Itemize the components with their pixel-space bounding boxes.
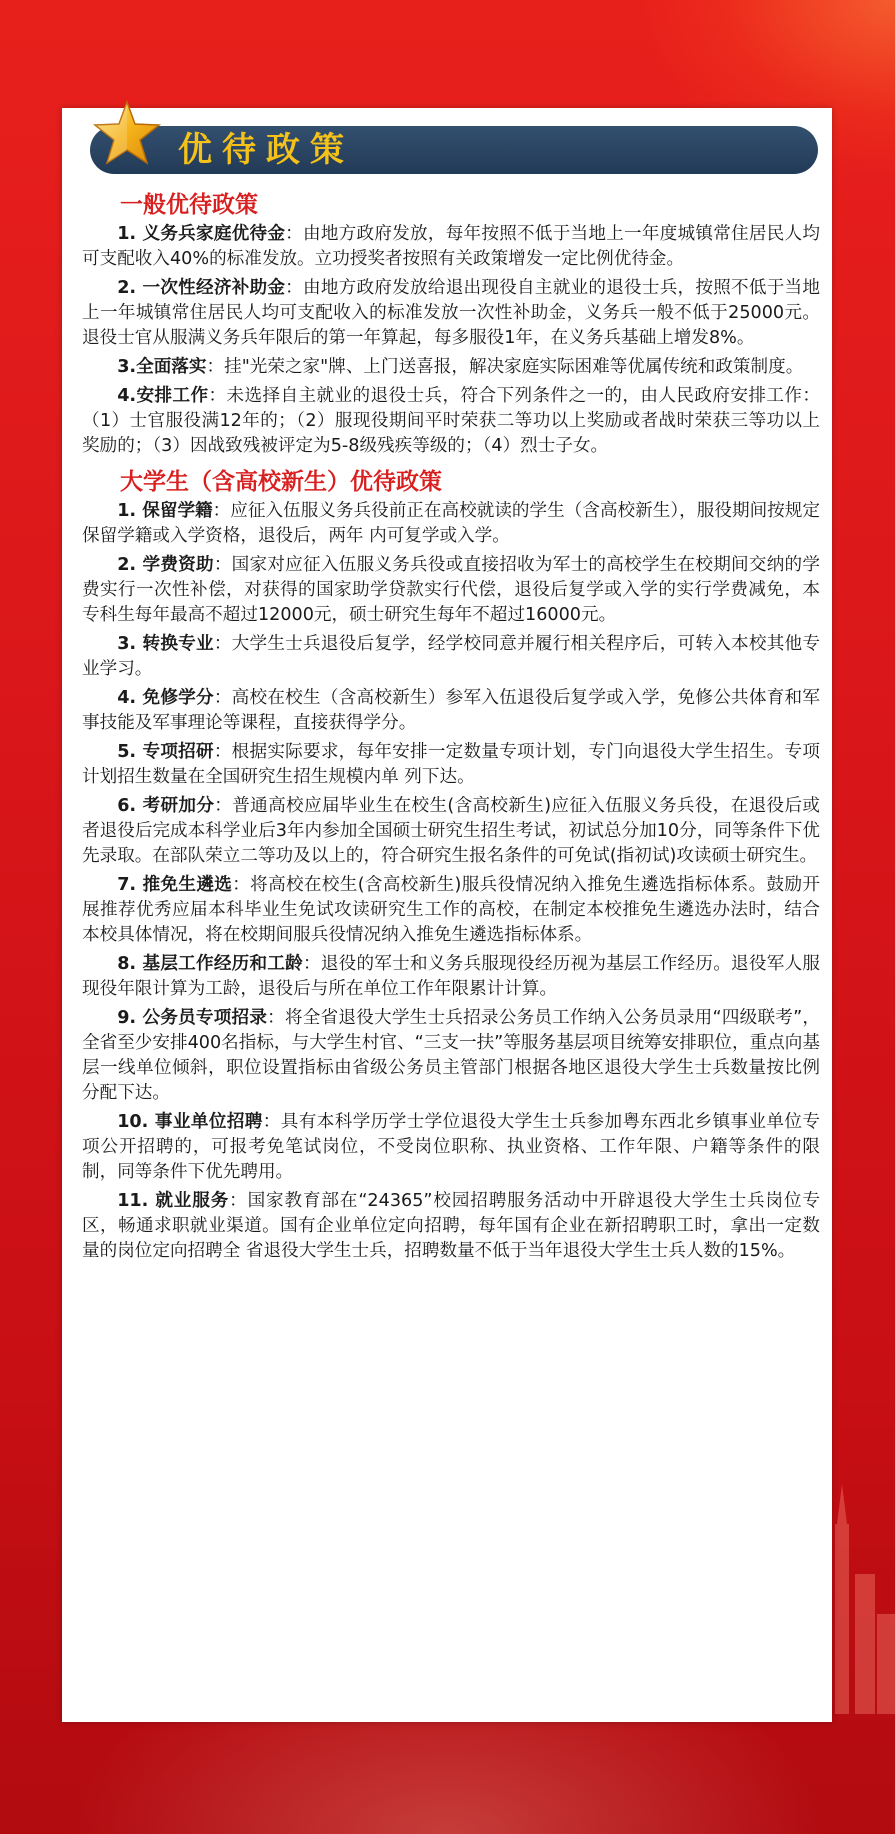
policy-item-title: 7. 推免生遴选 [117,875,233,895]
policy-item [82,1006,820,1106]
policy-item-text: ：未选择自主就业的退役士兵，符合下列条件之一的，由人民政府安排工作：（1）士官服役满12年的；（2）服现役期间平时荣获二等功以上奖励或者战时荣获三等功以上奖励的；（3）因战致残被评定为5-8级残疾等级的；（4）烈士子女。 [82,386,820,456]
policy-item-title: 9. 公务员专项招录 [117,1008,268,1028]
policy-item [82,499,820,549]
policy-item [82,1110,820,1185]
policy-item-title: 1. 保留学籍 [117,501,213,521]
star-icon [92,100,162,166]
policy-item-text: ：由地方政府发放给退出现役自主就业的退役士兵，按照不低于当地上一年城镇常住居民人均可支配收入的标准发放一次性补助金，义务兵一般不低于25000元。退役士官从服满义务兵年限后的第一年算起，每多服役1年，在义务兵基础上增发8%。 [82,278,820,348]
policy-item-text: ：国家对应征入伍服义务兵役或直接招收为军士的高校学生在校期间交纳的学费实行一次性补偿，对获得的国家助学贷款实行代偿，退役后复学或入学的实行学费减免，本专科生每年最高不超过12000元，硕士研究生每年不超过16000元。 [82,555,820,625]
policy-item-title: 2. 一次性经济补助金 [117,278,286,298]
policy-item [82,632,820,682]
policy-item [82,384,820,459]
section-heading-university: 大学生（含高校新生）优待政策 [120,469,442,495]
policy-item [82,873,820,948]
policy-item-text: ：退役的军士和义务兵服现役经历视为基层工作经历。退役军人服现役年限计算为工龄，退役后与所在单位工作年限累计计算。 [82,954,820,999]
policy-item [82,276,820,351]
policy-item-title: 6. 考研加分 [117,796,215,816]
policy-item-text: ：高校在校生（含高校新生）参军入伍退役后复学或入学，免修公共体育和军事技能及军事理论等课程，直接获得学分。 [82,688,820,733]
policy-item-title: 3. 转换专业 [117,634,214,654]
policy-item-text: ：将全省退役大学生士兵招录公务员工作纳入公务员录用“四级联考”，全省至少安排400名指标，与大学生村官、“三支一扶”等服务基层项目统筹安排职位，重点向基层一线单位倾斜，职位设置指标由省级公务员主管部门根据各地区退役大学生士兵数量按比例分配下达。 [82,1008,820,1103]
policy-item [82,794,820,869]
section-banner [90,126,818,174]
policy-item-title: 4. 免修学分 [117,688,214,708]
policy-item [82,222,820,272]
policy-content [82,188,820,1268]
banner-title: 优待政策 [178,130,354,170]
policy-item-text: ：将高校在校生(含高校新生)服兵役情况纳入推免生遴选指标体系。鼓励开展推荐优秀应届本科毕业生免试攻读研究生工作的高校，在制定本校推免生遴选办法时，结合本校具体情况，将在校期间服兵役情况纳入推免生遴选指标体系。 [82,875,820,945]
policy-item [82,686,820,736]
policy-item-title: 10. 事业单位招聘 [117,1112,263,1132]
policy-item [82,1189,820,1264]
policy-item-text: ：普通高校应届毕业生在校生(含高校新生)应征入伍服义务兵役，在退役后或者退役后完成本科学业后3年内参加全国硕士研究生招生考试，初试总分加10分，同等条件下优先录取。在部队荣立二等功及以上的，符合研究生报名条件的可免试(指初试)攻读硕士研究生。 [82,796,820,866]
policy-item-title: 8. 基层工作经历和工龄 [117,954,303,974]
policy-item [82,355,820,380]
policy-item [82,740,820,790]
policy-item-text: ：具有本科学历学士学位退役大学生士兵参加粤东西北乡镇事业单位专项公开招聘的，可报考免笔试岗位，不受岗位职称、执业资格、工作年限、户籍等条件的限制，同等条件下优先聘用。 [82,1112,820,1182]
policy-card [62,108,832,1722]
policy-item-title: 4.安排工作 [117,386,209,406]
section-heading-general: 一般优待政策 [120,192,258,218]
policy-item-title: 11. 就业服务 [117,1191,230,1211]
policy-item-text: ：根据实际要求，每年安排一定数量专项计划，专门向退役大学生招生。专项计划招生数量在全国研究生招生规模内单 列下达。 [82,742,820,787]
policy-item-title: 3.全面落实 [117,357,207,377]
policy-item-text: ：挂"光荣之家"牌、上门送喜报，解决家庭实际困难等优属传统和政策制度。 [206,357,804,377]
policy-item-title: 1. 义务兵家庭优待金 [117,224,286,244]
policy-item-text: ：国家教育部在“24365”校园招聘服务活动中开辟退役大学生士兵岗位专区，畅通求职就业渠道。国有企业单位定向招聘，每年国有企业在新招聘职工时，拿出一定数量的岗位定向招聘全 省退役大学生士兵，招聘数量不低于当年退役大学生士兵人数的15%。 [82,1191,821,1261]
policy-item-title: 2. 学费资助 [117,555,214,575]
policy-item-text: ：大学生士兵退役后复学，经学校同意并履行相关程序后，可转入本校其他专业学习。 [82,634,820,679]
policy-item-text: ：应征入伍服义务兵役前正在高校就读的学生（含高校新生），服役期间按规定保留学籍或入学资格，退役后，两年 内可复学或入学。 [82,501,820,546]
policy-item [82,553,820,628]
policy-item-title: 5. 专项招研 [117,742,214,762]
policy-item-text: ：由地方政府发放，每年按照不低于当地上一年度城镇常住居民人均可支配收入40%的标准发放。立功授奖者按照有关政策增发一定比例优待金。 [82,224,820,269]
policy-item [82,952,820,1002]
